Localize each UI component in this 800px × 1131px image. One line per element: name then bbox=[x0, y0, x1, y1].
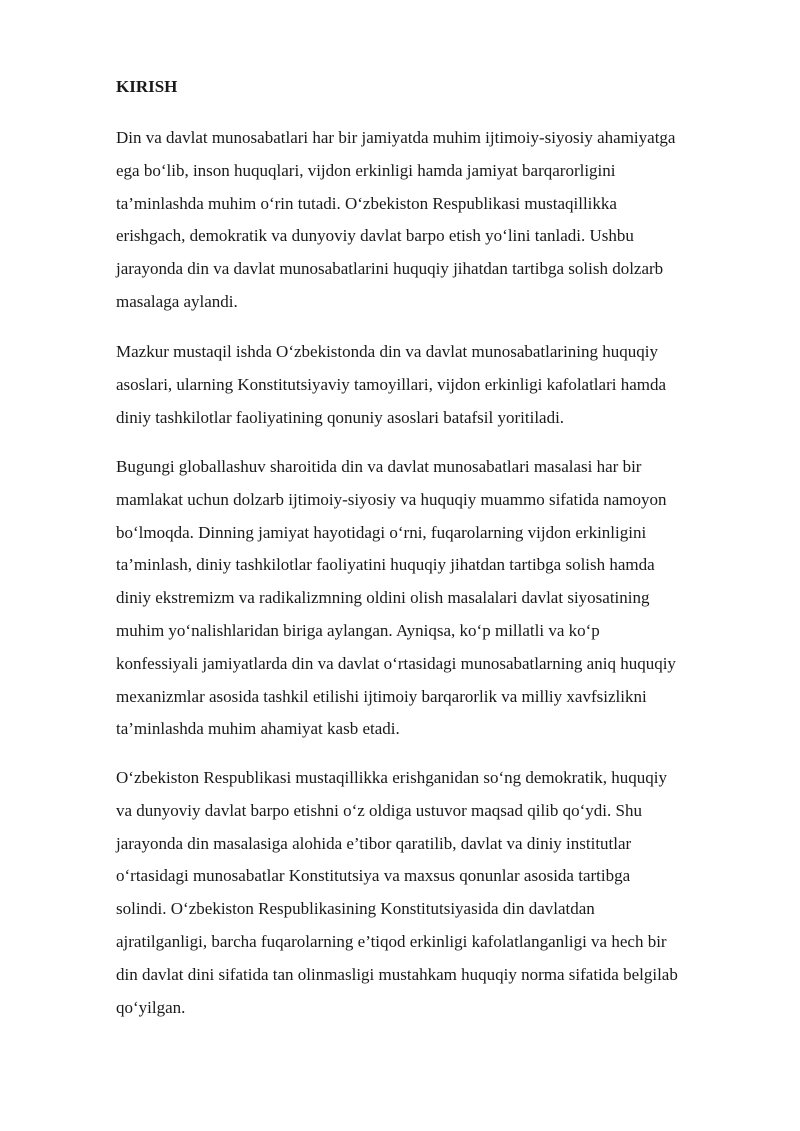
paragraph-line: masalaga aylandi. bbox=[116, 291, 238, 311]
paragraph-line: bo‘lmoqda. Dinning jamiyat hayotidagi o‘rni, fuqarolarning vijdon erkinligini bbox=[116, 522, 647, 542]
paragraph-line: solindi. O‘zbekiston Respublikasining Konstitutsiyasida din davlatdan bbox=[116, 899, 595, 919]
paragraph-line: jarayonda din va davlat munosabatlarini huquqiy jihatdan tartibga solish dolzarb bbox=[116, 259, 664, 279]
paragraph-2 bbox=[116, 336, 666, 434]
paragraph-line: ajratilganligi, barcha fuqarolarning e’tiqod erkinligi kafolatlanganligi va hech bir bbox=[116, 931, 667, 951]
paragraph-line: Din va davlat munosabatlari har bir jamiyatda muhim ijtimoiy-siyosiy ahamiyatga bbox=[116, 128, 676, 147]
paragraph-3 bbox=[116, 451, 676, 746]
paragraph-line: va dunyoviy davlat barpo etishni o‘z oldiga ustuvor maqsad qilib qo‘ydi. Shu bbox=[116, 800, 642, 820]
paragraph-line: Mazkur mustaqil ishda O‘zbekistonda din va davlat munosabatlarining huquqiy bbox=[116, 342, 658, 361]
paragraph-line: mexanizmlar asosida tashkil etilishi ijtimoiy barqarorlik va milliy xavfsizlikni bbox=[116, 686, 647, 706]
paragraph-line: ta’minlashda muhim o‘rin tutadi. O‘zbekiston Respublikasi mustaqillikka bbox=[116, 193, 617, 213]
paragraph-line: Bugungi globallashuv sharoitida din va davlat munosabatlari masalasi har bir bbox=[116, 457, 642, 476]
paragraph-line: erishgach, demokratik va dunyoviy davlat barpo etish yo‘lini tanladi. Ushbu bbox=[116, 226, 634, 246]
paragraph-line: din davlat dini sifatida tan olinmasligi mustahkam huquqiy norma sifatida belgilab bbox=[116, 964, 678, 984]
paragraph-line: qo‘yilgan. bbox=[116, 997, 186, 1017]
paragraph-line: diniy tashkilotlar faoliyatining qonuniy asoslari batafsil yoritiladi. bbox=[116, 407, 565, 427]
paragraph-line: ega bo‘lib, inson huquqlari, vijdon erkinligi hamda jamiyat barqarorligini bbox=[116, 160, 616, 180]
paragraph-line: O‘zbekiston Respublikasi mustaqillikka erishganidan so‘ng demokratik, huquqiy bbox=[116, 768, 667, 787]
section-heading: KIRISH bbox=[116, 77, 178, 96]
paragraph-line: asoslari, ularning Konstitutsiyaviy tamoyillari, vijdon erkinligi kafolatlari hamda bbox=[116, 374, 667, 394]
paragraph-line: jarayonda din masalasiga alohida e’tibor qaratilib, davlat va diniy institutlar bbox=[116, 833, 632, 853]
paragraph-line: o‘rtasidagi munosabatlar Konstitutsiya va maxsus qonunlar asosida tartibga bbox=[116, 866, 631, 886]
paragraph-4 bbox=[116, 762, 678, 1024]
paragraph-line: mamlakat uchun dolzarb ijtimoiy-siyosiy va huquqiy muammo sifatida namoyon bbox=[116, 489, 667, 509]
paragraph-line: konfessiyali jamiyatlarda din va davlat o‘rtasidagi munosabatlarning aniq huquqiy bbox=[116, 653, 676, 673]
paragraph-line: diniy ekstremizm va radikalizmning oldini olish masalalari davlat siyosatining bbox=[116, 588, 650, 608]
paragraph-line: muhim yo‘nalishlaridan biriga aylangan. Ayniqsa, ko‘p millatli va ko‘p bbox=[116, 620, 600, 640]
paragraph-1 bbox=[116, 122, 675, 319]
paragraph-line: ta’minlashda muhim ahamiyat kasb etadi. bbox=[116, 719, 400, 739]
paragraph-line: ta’minlash, diniy tashkilotlar faoliyatini huquqiy jihatdan tartibga solish hamda bbox=[116, 555, 655, 575]
